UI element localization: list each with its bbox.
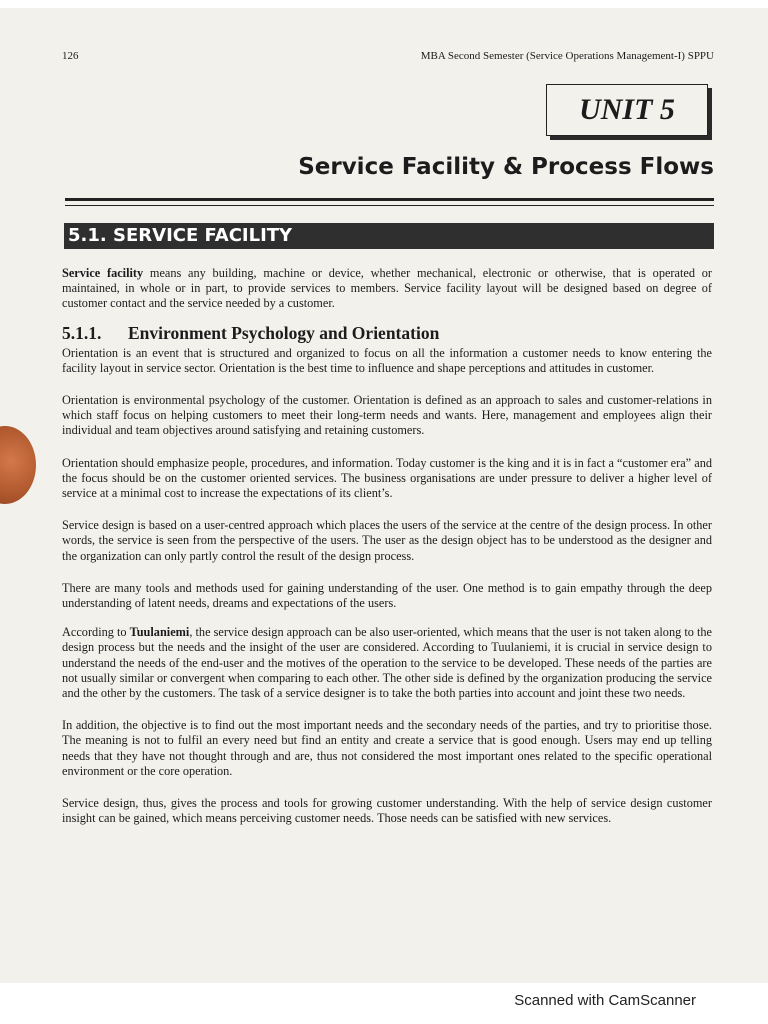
chapter-title: Service Facility & Process Flows (298, 154, 714, 180)
subsection-number: 5.1.1. (62, 322, 102, 343)
section-title: SERVICE FACILITY (113, 225, 293, 246)
running-header (62, 50, 714, 62)
paragraph-6 (62, 625, 712, 701)
paragraph-1: Orientation is an event that is structured and organized to focus on all the information a customer needs to know entering the facility layout in service sector. Orientation is the best time to influence and shape perceptions and attitudes in customer. (62, 345, 712, 375)
paragraph-6-lead: According to (62, 625, 130, 640)
paragraph-5: There are many tools and methods used for gaining understanding of the user. One method is to gain empathy through the deep understanding of latent needs, dreams and expectations of the users. (62, 580, 712, 611)
camscanner-watermark: Scanned with CamScanner (514, 992, 696, 1009)
paragraph-6-bold: Tuulaniemi (129, 625, 190, 640)
title-rule-thick (65, 198, 714, 201)
intro-bold-term: Service facility (62, 266, 144, 280)
paragraph-8: Service design, thus, gives the process and tools for growing customer understanding. With the help of service design customer insight can be gained, which means perceiving customer needs. Those needs can be satisfied with new services. (62, 796, 712, 826)
thumb-image (0, 426, 36, 504)
subsection-title: Environment Psychology and Orientation (128, 322, 440, 343)
scanned-page (0, 8, 768, 983)
section-heading-bar (64, 223, 714, 249)
paragraph-6-rest: , the service design approach can be also user-oriented, which means that the user is not taken along to the design process but the needs and the insight of the user are considered. According to Tuulaniemi, it is crucial in service design to understand the needs of the end-user and the motives of the operation to the service to be developed. These needs of the parties are not usually similar or convergent when comparing to each other. The other side is defined by the organization producing the service and the other by the customers. The task of a service designer is to take the both parties into account and joint these two needs. (62, 625, 712, 701)
subsection-heading (62, 323, 712, 343)
title-rule-thin (65, 205, 714, 206)
running-title: MBA Second Semester (Service Operations Management-I) SPPU (420, 50, 714, 62)
paragraph-4: Service design is based on a user-centred approach which places the users of the service at the centre of the design process. In other words, the service is seen from the perspective of the users. The user as the design object has to be understood as the designer and the organization can only partly control the result of the design process. (62, 518, 712, 563)
intro-paragraph (62, 266, 712, 312)
paragraph-2: Orientation is environmental psychology of the customer. Orientation is defined as an approach to sales and customer-relations in which staff focus on helping customers to meet their long-term needs and wants. Here, management and employees align their individual and team objectives around satisfying and retaining customers. (62, 393, 712, 438)
page-number: 126 (62, 50, 79, 62)
body-text (62, 266, 712, 843)
paragraph-7: In addition, the objective is to find out the most important needs and the secondary needs of the parties, and try to prioritise those. The meaning is not to fulfil an every need but find an entity and create a service that is good enough. Users may end up telling needs that they have not thought through and are, thus not considered the most important ones related to the specific operational environment or the core operation. (62, 718, 712, 778)
unit-label: UNIT 5 (546, 84, 708, 136)
paragraph-3: Orientation should emphasize people, procedures, and information. Today customer is the king and it is in fact a “customer era” and the focus should be on the customer oriented services. The business organisations are under pressure to deliver a higher level of service at a minimal cost to increase the expectations of its client’s. (62, 455, 712, 501)
intro-text: means any building, machine or device, whether mechanical, electronic or otherwise, that is operated or maintained, in whole or in part, to provide services to members. Service facility layout will be designed based on degree of customer contact and the service needed by a customer. (62, 266, 712, 311)
section-number: 5.1. (68, 225, 107, 246)
